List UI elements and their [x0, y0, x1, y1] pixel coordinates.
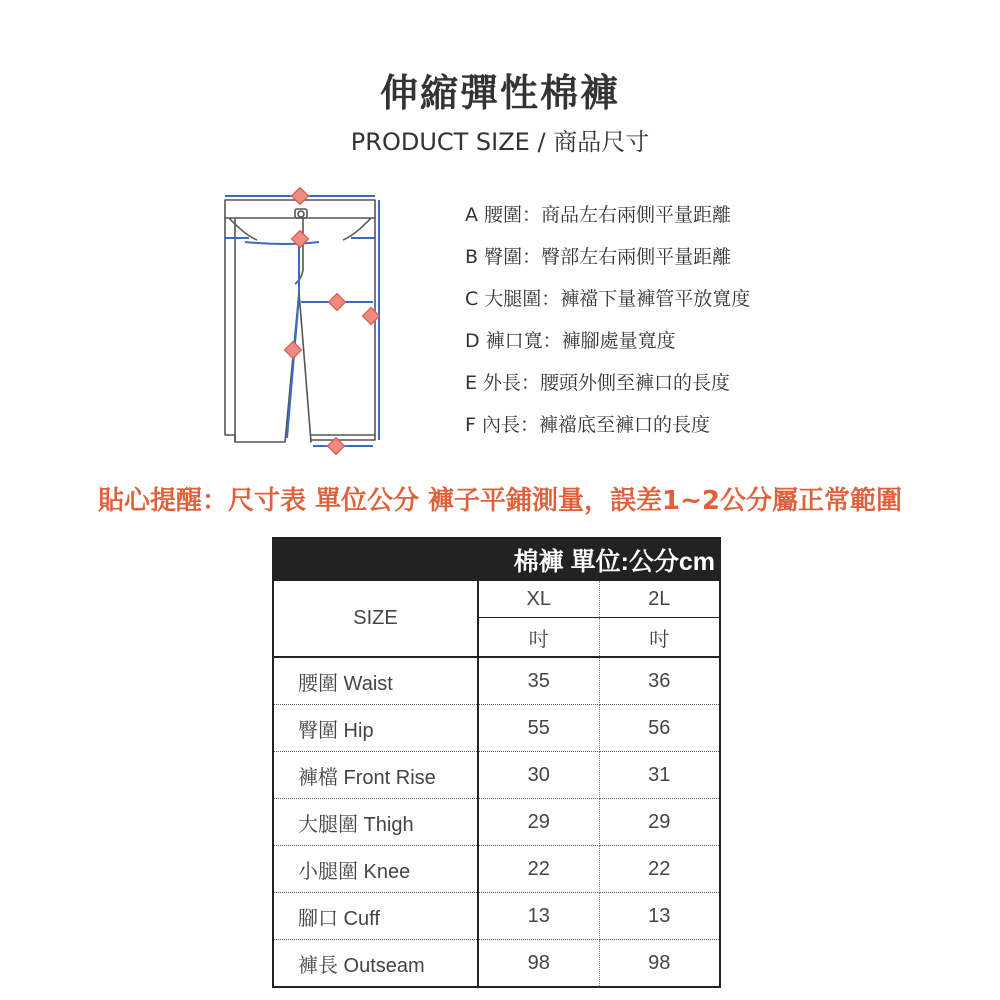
size-xl: XL: [478, 581, 599, 618]
unit-xl: 吋: [478, 618, 599, 658]
row-label: 腰圍 Waist: [273, 657, 478, 705]
legend-item-b: B 臀圍：臀部左右兩側平量距離: [465, 246, 732, 268]
marker-c-icon: [329, 294, 346, 311]
row-value-xl: 30: [478, 752, 599, 799]
marker-e-icon: [363, 308, 380, 325]
legend-item-f: F 內長：褲襠底至褲口的長度: [465, 414, 710, 436]
measurement-legend: [465, 202, 750, 454]
table-row: [273, 940, 720, 988]
legend-item-d: D 褲口寬：褲腳處量寬度: [465, 330, 676, 352]
legend-item-c: C 大腿圍：褲襠下量褲管平放寬度: [465, 288, 751, 310]
table-row: [273, 657, 720, 705]
pants-diagram: [215, 180, 390, 460]
measurement-notice: 貼心提醒：尺寸表 單位公分 褲子平鋪測量，誤差1~2公分屬正常範圍: [97, 486, 903, 516]
page-title: 伸縮彈性棉褲: [379, 71, 620, 115]
row-value-2l: 56: [599, 705, 720, 752]
table-row: [273, 846, 720, 893]
row-label: 大腿圍 Thigh: [273, 799, 478, 846]
row-value-2l: 31: [599, 752, 720, 799]
row-value-2l: 29: [599, 799, 720, 846]
row-value-xl: 98: [478, 940, 599, 988]
table-header-row: [273, 538, 720, 581]
table-row: [273, 752, 720, 799]
size-table: [272, 537, 721, 988]
marker-f-icon: [285, 342, 302, 359]
table-row: [273, 799, 720, 846]
row-value-xl: 55: [478, 705, 599, 752]
legend-item-a: A 腰圍：商品左右兩側平量距離: [465, 204, 732, 226]
row-value-2l: 13: [599, 893, 720, 940]
marker-b-icon: [292, 231, 309, 248]
marker-a-icon: [292, 188, 309, 205]
row-label: 臀圍 Hip: [273, 705, 478, 752]
row-value-2l: 98: [648, 951, 671, 974]
unit-2l: 吋: [599, 618, 720, 658]
measure-markers: [285, 188, 380, 455]
size-row: [273, 581, 720, 618]
row-value-2l: 22: [599, 846, 720, 893]
size-label: SIZE: [273, 581, 478, 657]
row-label: 褲長 Outseam: [273, 940, 478, 988]
size-2l: 2L: [599, 581, 720, 618]
row-label: 褲檔 Front Rise: [273, 752, 478, 799]
table-row: [273, 705, 720, 752]
legend-item-e: E 外長：腰頭外側至褲口的長度: [465, 372, 731, 394]
table-header: 棉褲 單位:公分cm: [273, 538, 720, 581]
row-value-2l: 36: [599, 657, 720, 705]
row-value-xl: 35: [478, 657, 599, 705]
table-row: [273, 893, 720, 940]
row-label: 腳口 Cuff: [273, 893, 478, 940]
row-value-xl: 29: [478, 799, 599, 846]
row-value-xl: 22: [478, 846, 599, 893]
page-subtitle: PRODUCT SIZE / 商品尺寸: [350, 128, 650, 156]
row-label: 小腿圍 Knee: [273, 846, 478, 893]
row-value-xl: 13: [478, 893, 599, 940]
